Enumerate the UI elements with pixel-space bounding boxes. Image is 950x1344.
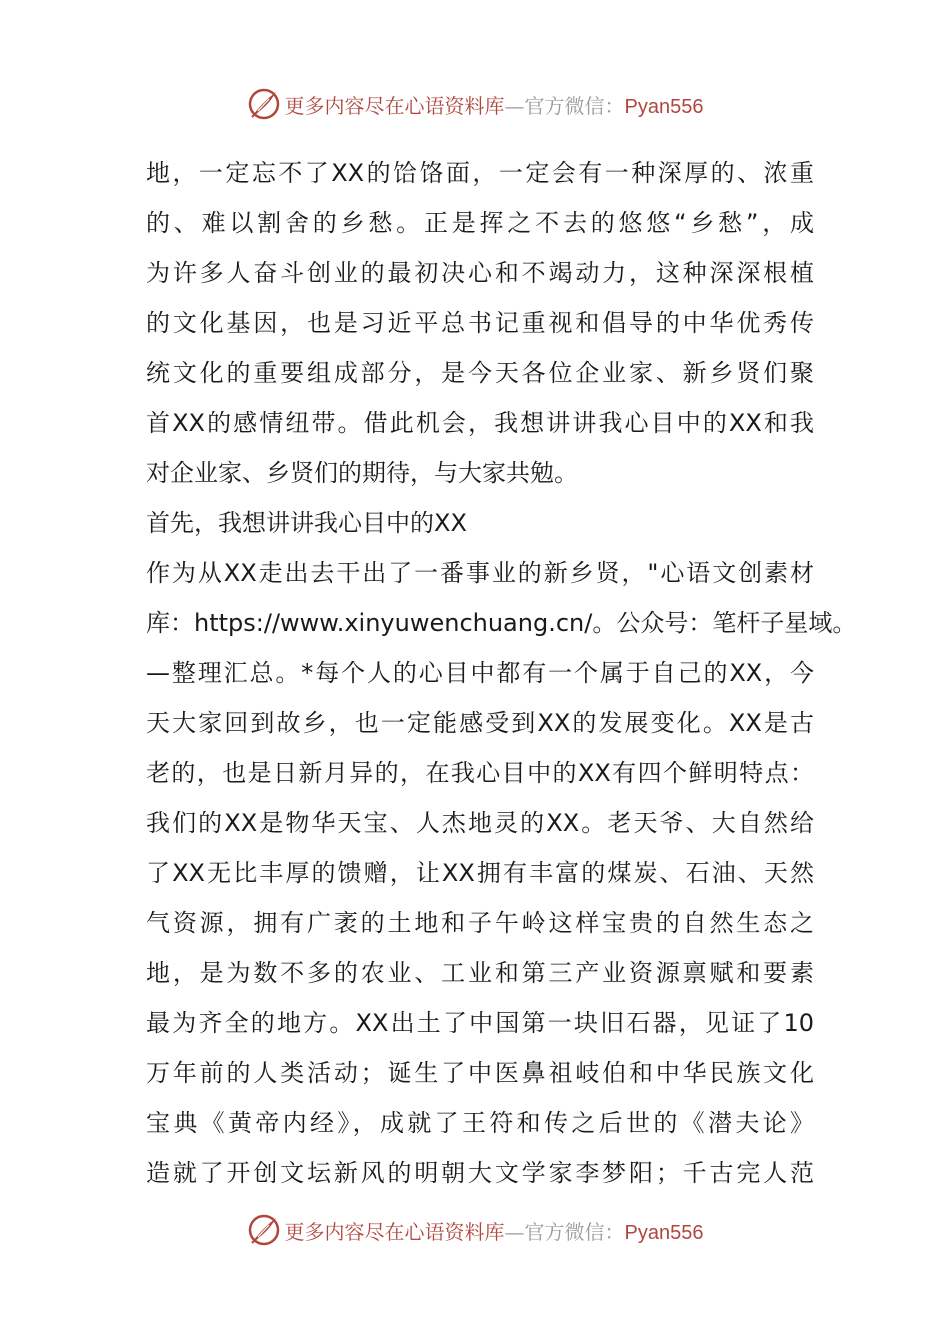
banner-separator: — xyxy=(504,93,525,118)
body-line: 作为从XX走出去干出了一番事业的新乡贤，"心语文创素材 xyxy=(146,559,814,587)
header-banner-text xyxy=(285,90,704,119)
body-line: 宝典《黄帝内经》，成就了王符和传之后世的《潜夫论》 xyxy=(146,1109,814,1137)
body-line: 造就了开创文坛新风的明朝大文学家李梦阳；千古完人范 xyxy=(146,1159,814,1187)
footer-banner-text xyxy=(285,1216,704,1245)
banner-wechat-id: Pyan556 xyxy=(624,95,704,118)
body-line: 地，一定忘不了XX的饸饹面，一定会有一种深厚的、浓重 xyxy=(146,159,814,187)
body-line: 统文化的重要组成部分，是今天各位企业家、新乡贤们聚 xyxy=(146,359,814,387)
body-line: 对企业家、乡贤们的期待，与大家共勉。 xyxy=(146,459,578,487)
section-heading: 首先，我想讲讲我心目中的XX xyxy=(146,509,467,537)
body-line: 的文化基因，也是习近平总书记重视和倡导的中华优秀传 xyxy=(146,309,814,337)
footer-banner xyxy=(0,1210,950,1250)
body-line: 地，是为数不多的农业、工业和第三产业资源禀赋和要素 xyxy=(146,959,814,987)
body-line: 天大家回到故乡，也一定能感受到XX的发展变化。XX是古 xyxy=(146,709,814,737)
document-body xyxy=(146,148,857,1198)
body-line: 的、难以割舍的乡愁。正是挥之不去的悠悠“乡愁”，成 xyxy=(146,209,814,237)
body-line: 为许多人奋斗创业的最初决心和不竭动力，这种深深根植 xyxy=(146,259,814,287)
body-line: 气资源，拥有广袤的土地和子午岭这样宝贵的自然生态之 xyxy=(146,909,814,937)
body-line: 了XX无比丰厚的馈赠，让XX拥有丰富的煤炭、石油、天然 xyxy=(146,859,814,887)
quill-logo-icon xyxy=(247,1213,281,1247)
body-line: 老的，也是日新月异的，在我心目中的XX有四个鲜明特点： xyxy=(146,759,814,787)
body-line: 万年前的人类活动；诞生了中医鼻祖岐伯和中华民族文化 xyxy=(146,1059,814,1087)
banner-wechat-id: Pyan556 xyxy=(624,1221,704,1244)
header-banner xyxy=(0,84,950,124)
banner-separator: — xyxy=(504,1219,525,1244)
banner-title: 更多内容尽在心语资料库 xyxy=(284,93,505,118)
banner-wechat-label: 官方微信： xyxy=(524,1219,625,1244)
banner-title: 更多内容尽在心语资料库 xyxy=(284,1219,505,1244)
body-line: 库：https://www.xinyuwenchuang.cn/。公众号：笔杆子星域。 xyxy=(146,609,857,637)
body-line: 首XX的感情纽带。借此机会，我想讲讲我心目中的XX和我 xyxy=(146,409,814,437)
quill-logo-icon xyxy=(247,87,281,121)
body-line: 最为齐全的地方。XX出土了中国第一块旧石器，见证了10 xyxy=(146,1009,814,1037)
body-line: —整理汇总。*每个人的心目中都有一个属于自己的XX，今 xyxy=(146,659,814,687)
body-line: 我们的XX是物华天宝、人杰地灵的XX。老天爷、大自然给 xyxy=(146,809,814,837)
banner-wechat-label: 官方微信： xyxy=(524,93,625,118)
